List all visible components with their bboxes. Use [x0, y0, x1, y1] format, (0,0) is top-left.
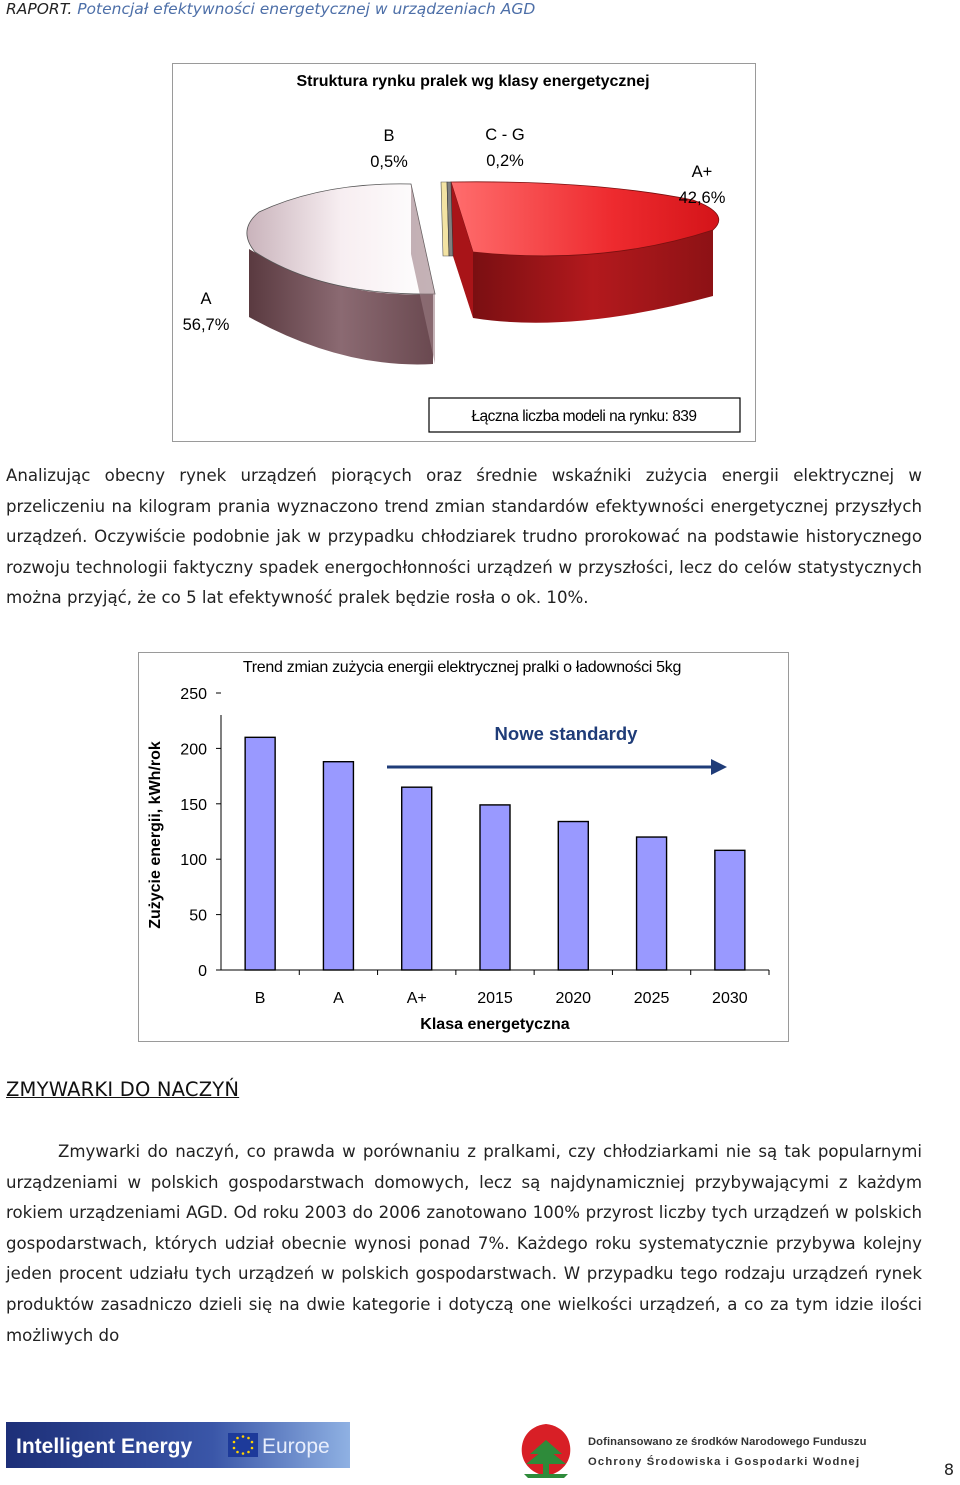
new-standards-arrow [387, 759, 727, 775]
bar-chart-box [138, 652, 789, 1042]
bar-chart-title: Trend zmian zużycia energii elektrycznej pralki o ładowności 5kg [242, 659, 682, 676]
y-tick-label: 150 [180, 796, 207, 814]
pie-label-cg-name: C - G [485, 126, 525, 144]
pie-chart-box [172, 63, 756, 442]
pie-chart-title: Struktura rynku pralek wg klasy energetycznej [296, 73, 650, 90]
bar-2025 [637, 837, 667, 970]
x-tick-label: 2015 [477, 990, 513, 1007]
pie-label-b-value: 0,5% [370, 153, 408, 171]
page-number: 8 [943, 1460, 954, 1479]
x-tick-label: A+ [406, 990, 427, 1007]
header-prefix: RAPORT. [6, 0, 73, 18]
pie-chart [173, 64, 755, 441]
y-tick-label: 0 [198, 963, 207, 980]
bar-aplus [402, 787, 432, 970]
paragraph-dishwashers-text: Zmywarki do naczyń, co prawda w porównaniu z pralkami, czy chłodziarkami nie są tak popularnymi urządzeniami w polskich gospodarstwach domowych, lecz są najdynamiczniej przybywającymi z każdym rokiem urządzeniami AGD. Od roku 2003 do 2006 zanotowano 100% przyrost liczby tych urządzeń w polskich gospodarstwach, których udział obecnie wynosi ponad 7%. Każdego roku systematycznie przybywa kolejny jeden procent udziału tych urządzeń w polskich gospodarstwach. W przypadku tego rodzaju urządzeń rynek produktów zasadniczo dzieli się na dwie kategorie i dotyczą one wielkości urządzeń, a co za tym idzie ilości możliwych do [6, 1142, 922, 1345]
pie-note: Łączna liczba modeli na rynku: 839 [471, 408, 697, 425]
logo-text: Intelligent Energy [16, 1435, 193, 1458]
section-heading-dishwashers: ZMYWARKI DO NACZYŃ [6, 1078, 240, 1101]
x-ticks [255, 970, 769, 1007]
y-tick-label: 250 [180, 686, 207, 703]
y-ticks [180, 686, 221, 980]
pie-label-a-value: 56,7% [182, 316, 230, 334]
paragraph-washers [6, 461, 922, 614]
bar-chart [139, 653, 788, 1041]
header-title: Potencjał efektywności energetycznej w urządzeniach AGD [77, 0, 536, 18]
x-tick-label: 2020 [555, 990, 592, 1007]
y-axis-label: Zużycie energii, kWh/rok [147, 741, 164, 929]
y-tick-label: 50 [189, 907, 207, 925]
bar-2030 [715, 850, 745, 970]
bar-a [323, 762, 353, 970]
x-tick-label: B [254, 990, 266, 1007]
new-standards-annotation: Nowe standardy [494, 723, 638, 744]
bars [245, 737, 745, 970]
x-axis-label: Klasa energetyczna [420, 1016, 570, 1033]
running-header [6, 0, 535, 18]
tree-icon [522, 1424, 571, 1478]
x-tick-label: A [333, 990, 344, 1007]
x-tick-label: 2030 [712, 990, 748, 1007]
x-tick-label: 2025 [633, 990, 670, 1007]
pie-label-a-name: A [200, 290, 212, 308]
paragraph-washers-text: Analizując obecny rynek urządzeń piorących oraz średnie wskaźniki zużycia energii elektrycznej w przeliczeniu na kilogram prania wyznaczono trend zmian standardów efektywności energetycznej przyszłych urządzeń. Oczywiście podobnie jak w przypadku chłodziarek trudno prorokować na podstawie historycznego rozwoju technologii faktyczny spadek energochłonności urządzeń w przyszłości, lecz do celów statystycznych można przyjąć, że co 5 lat efektywność pralek będzie rosła o ok. 10%. [6, 466, 922, 608]
pie-label-cg-value: 0,2% [486, 152, 524, 170]
nfosigw-logo [518, 1418, 868, 1480]
logo-europe: Europe [262, 1435, 330, 1458]
funding-line2: Ochrony Środowiska i Gospodarki Wodnej [588, 1456, 861, 1468]
bar-b [245, 737, 275, 970]
intelligent-energy-logo [6, 1422, 350, 1468]
bar-2020 [558, 822, 588, 970]
pie-label-aplus-value: 42,6% [678, 189, 726, 207]
bar-2015 [480, 805, 510, 970]
funding-line1: Dofinansowano ze środków Narodowego Funduszu [588, 1436, 867, 1448]
pie-label-b-name: B [383, 127, 395, 145]
pie-label-aplus-name: A+ [691, 163, 713, 181]
y-tick-label: 200 [180, 741, 207, 759]
paragraph-dishwashers [6, 1137, 922, 1351]
pie-slices [247, 182, 719, 365]
y-tick-label: 100 [180, 852, 207, 870]
